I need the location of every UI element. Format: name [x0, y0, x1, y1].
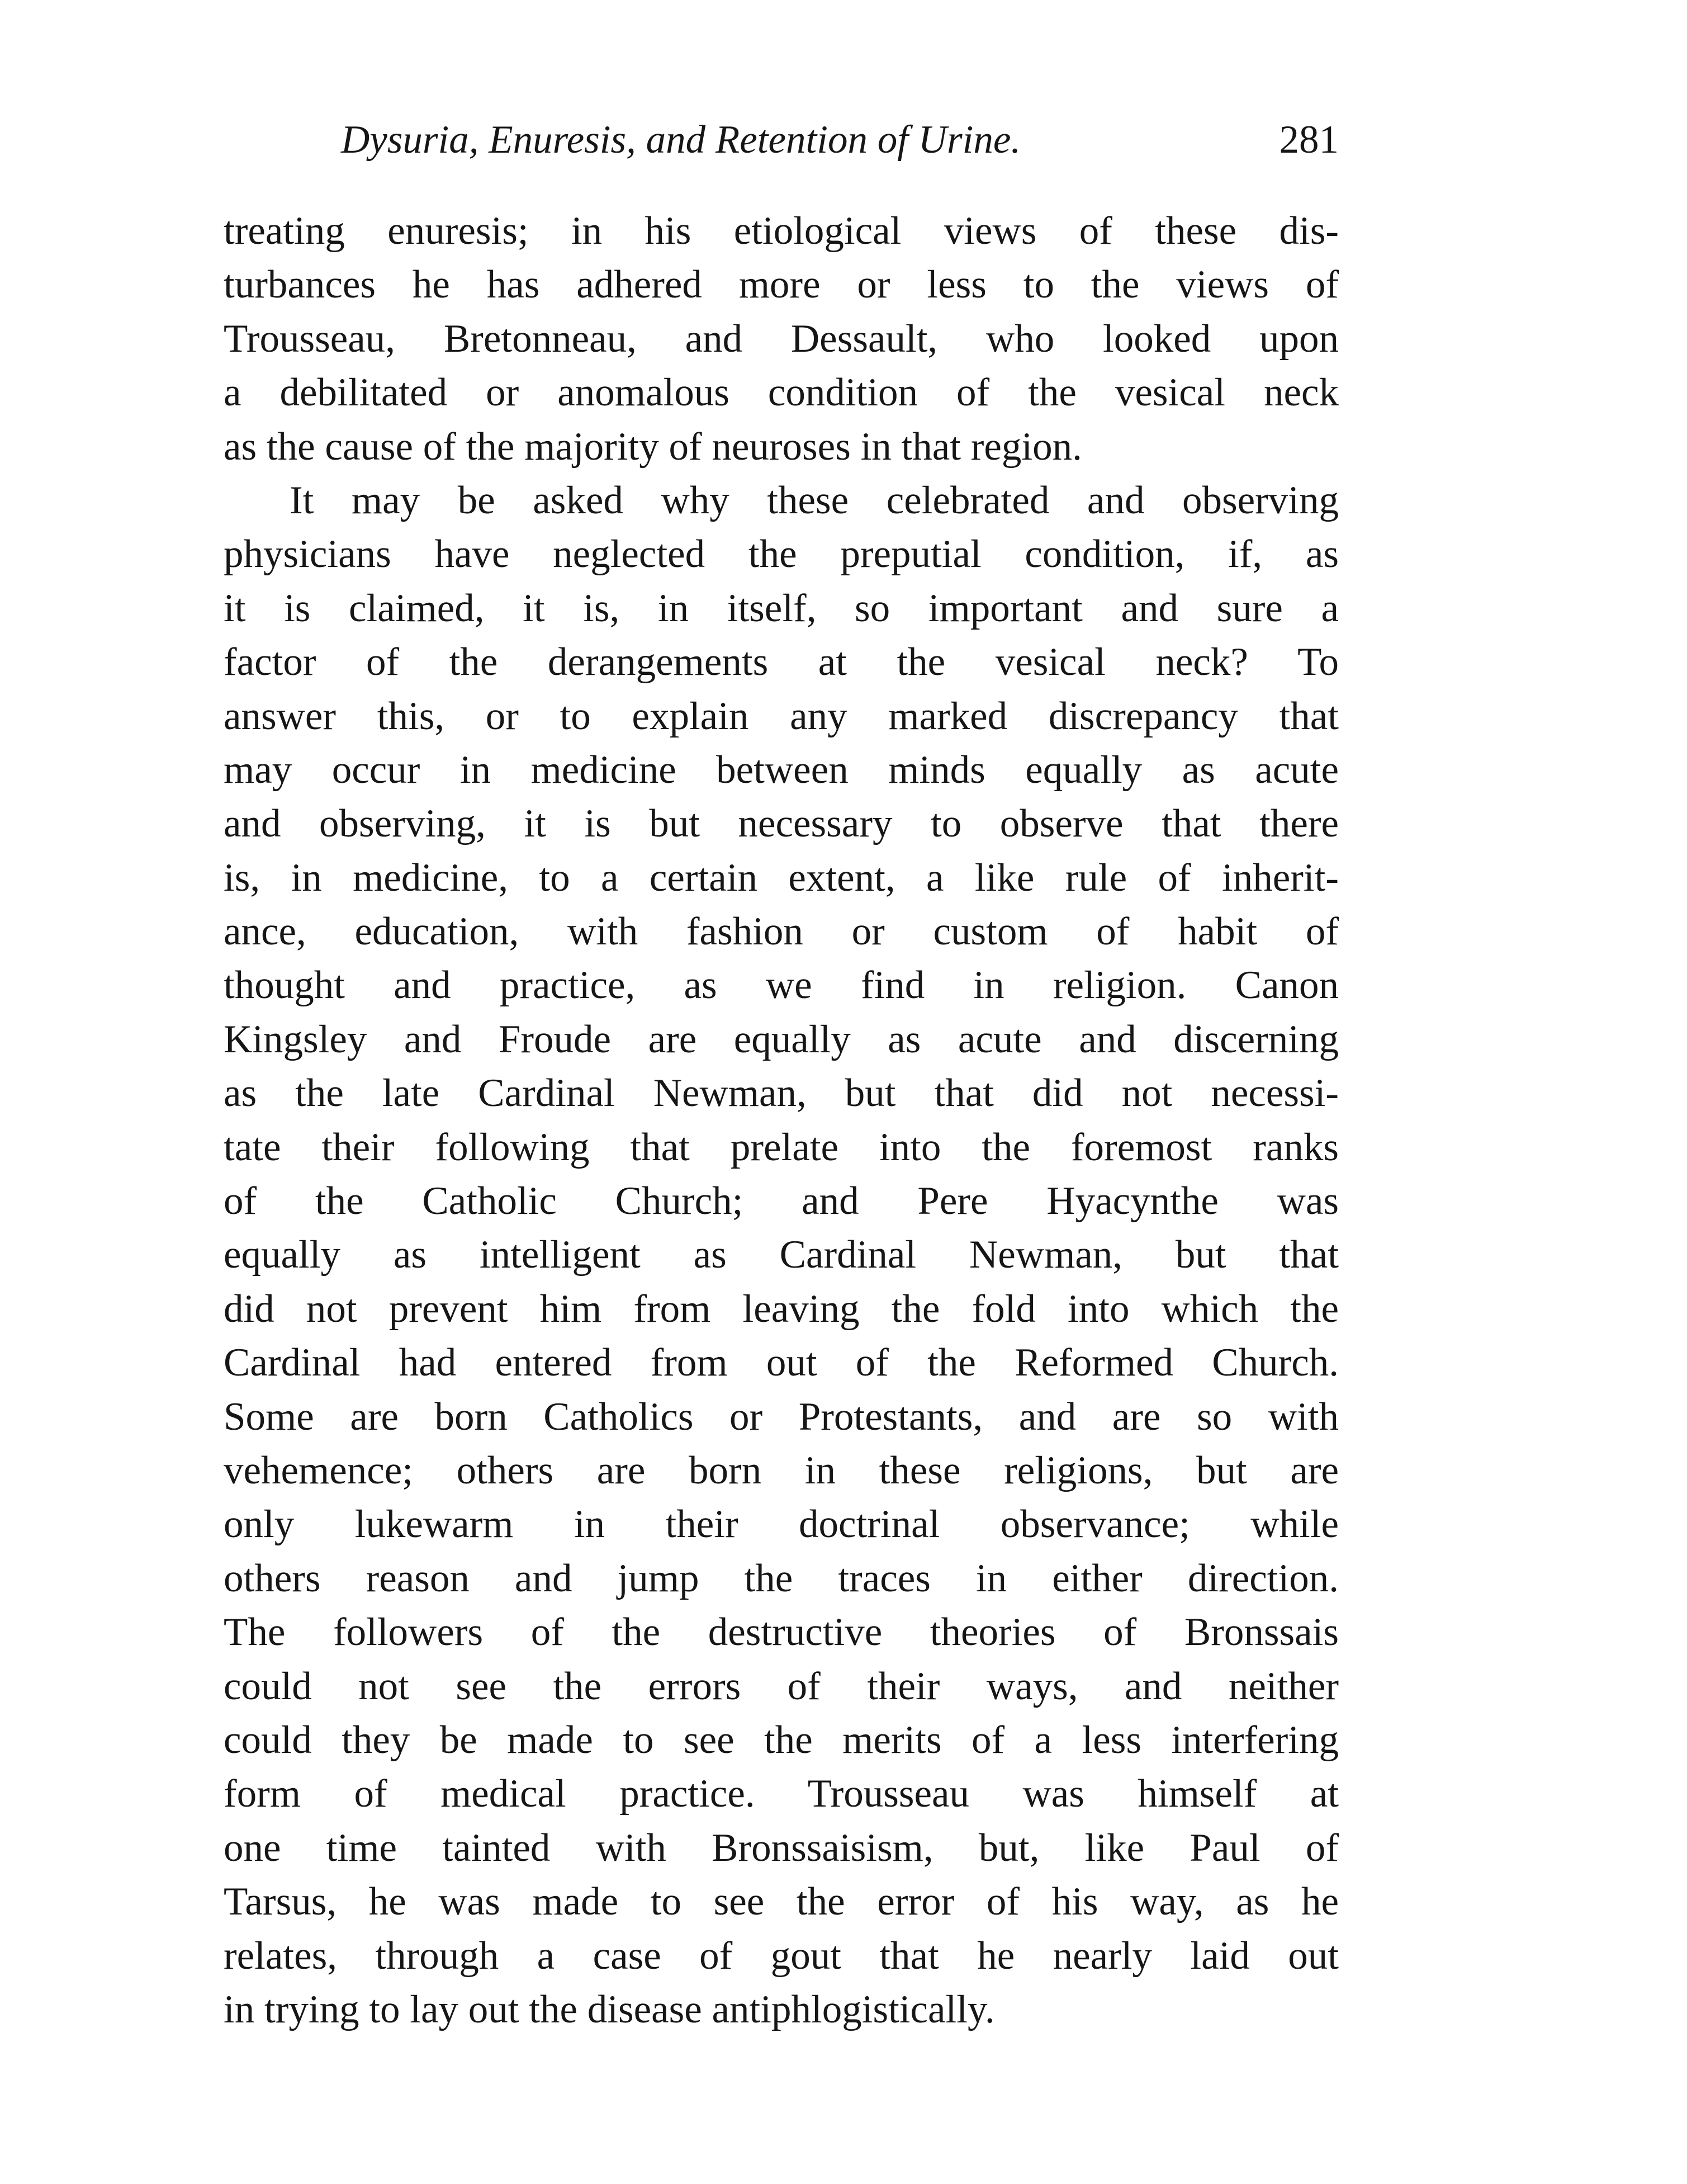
text-line: Some are born Catholics or Protestants, and are so with	[224, 1394, 1339, 1439]
text-line: turbances he has adhered more or less to the views of	[224, 263, 1339, 307]
text-line: did not prevent him from leaving the fold into which the	[224, 1287, 1339, 1331]
text-line: could they be made to see the merits of a less interfering	[224, 1718, 1339, 1762]
text-line: others reason and jump the traces in either direction.	[224, 1556, 1339, 1600]
text-line: The followers of the destructive theories of Bronssais	[224, 1610, 1339, 1654]
text-line: Tarsus, he was made to see the error of his way, as he	[224, 1880, 1339, 1924]
paragraph-1	[224, 204, 1339, 474]
running-header	[224, 115, 1339, 165]
paragraph-2	[224, 474, 1339, 2036]
text-line: factor of the derangements at the vesical neck? To	[224, 640, 1339, 684]
text-line: one time tainted with Bronssaisism, but, like Paul of	[224, 1826, 1339, 1870]
page-number: 281	[1279, 118, 1339, 162]
text-line: physicians have neglected the preputial condition, if, as	[224, 532, 1339, 576]
text-line: only lukewarm in their doctrinal observance; while	[224, 1502, 1339, 1547]
text-line: vehemence; others are born in these religions, but are	[224, 1448, 1339, 1492]
text-line: may occur in medicine between minds equally as acute	[224, 748, 1339, 792]
running-title: Dysuria, Enuresis, and Retention of Urine.	[341, 118, 1021, 162]
text-line: answer this, or to explain any marked discrepancy that	[224, 694, 1339, 738]
text-line: of the Catholic Church; and Pere Hyacynthe was	[224, 1179, 1339, 1223]
text-line: is, in medicine, to a certain extent, a like rule of inherit-	[224, 855, 1339, 900]
text-line: it is claimed, it is, in itself, so important and sure a	[224, 586, 1339, 630]
text-line: as the cause of the majority of neuroses in that region.	[224, 424, 1082, 469]
text-line: treating enuresis; in his etiological views of these dis-	[224, 209, 1339, 253]
text-line: Cardinal had entered from out of the Reformed Church.	[224, 1341, 1339, 1385]
text-line: Trousseau, Bretonneau, and Dessault, who looked upon	[224, 316, 1339, 361]
text-line: It may be asked why these celebrated and observing	[290, 478, 1339, 522]
text-line: a debilitated or anomalous condition of the vesical neck	[224, 371, 1339, 415]
text-line: as the late Cardinal Newman, but that did not necessi-	[224, 1071, 1339, 1115]
text-line: and observing, it is but necessary to observe that there	[224, 802, 1339, 846]
text-line: form of medical practice. Trousseau was himself at	[224, 1772, 1339, 1816]
text-line: Kingsley and Froude are equally as acute and discerning	[224, 1017, 1339, 1061]
text-line: could not see the errors of their ways, and neither	[224, 1664, 1339, 1708]
text-line: tate their following that prelate into the foremost ranks	[224, 1125, 1339, 1169]
text-line: ance, education, with fashion or custom of habit of	[224, 910, 1339, 954]
text-line: in trying to lay out the disease antiphlogistically.	[224, 1987, 995, 2031]
text-line: relates, through a case of gout that he nearly laid out	[224, 1934, 1339, 1978]
body-text	[224, 204, 1339, 2036]
text-line: equally as intelligent as Cardinal Newman, but that	[224, 1233, 1339, 1277]
text-line: thought and practice, as we find in religion. Canon	[224, 963, 1339, 1008]
